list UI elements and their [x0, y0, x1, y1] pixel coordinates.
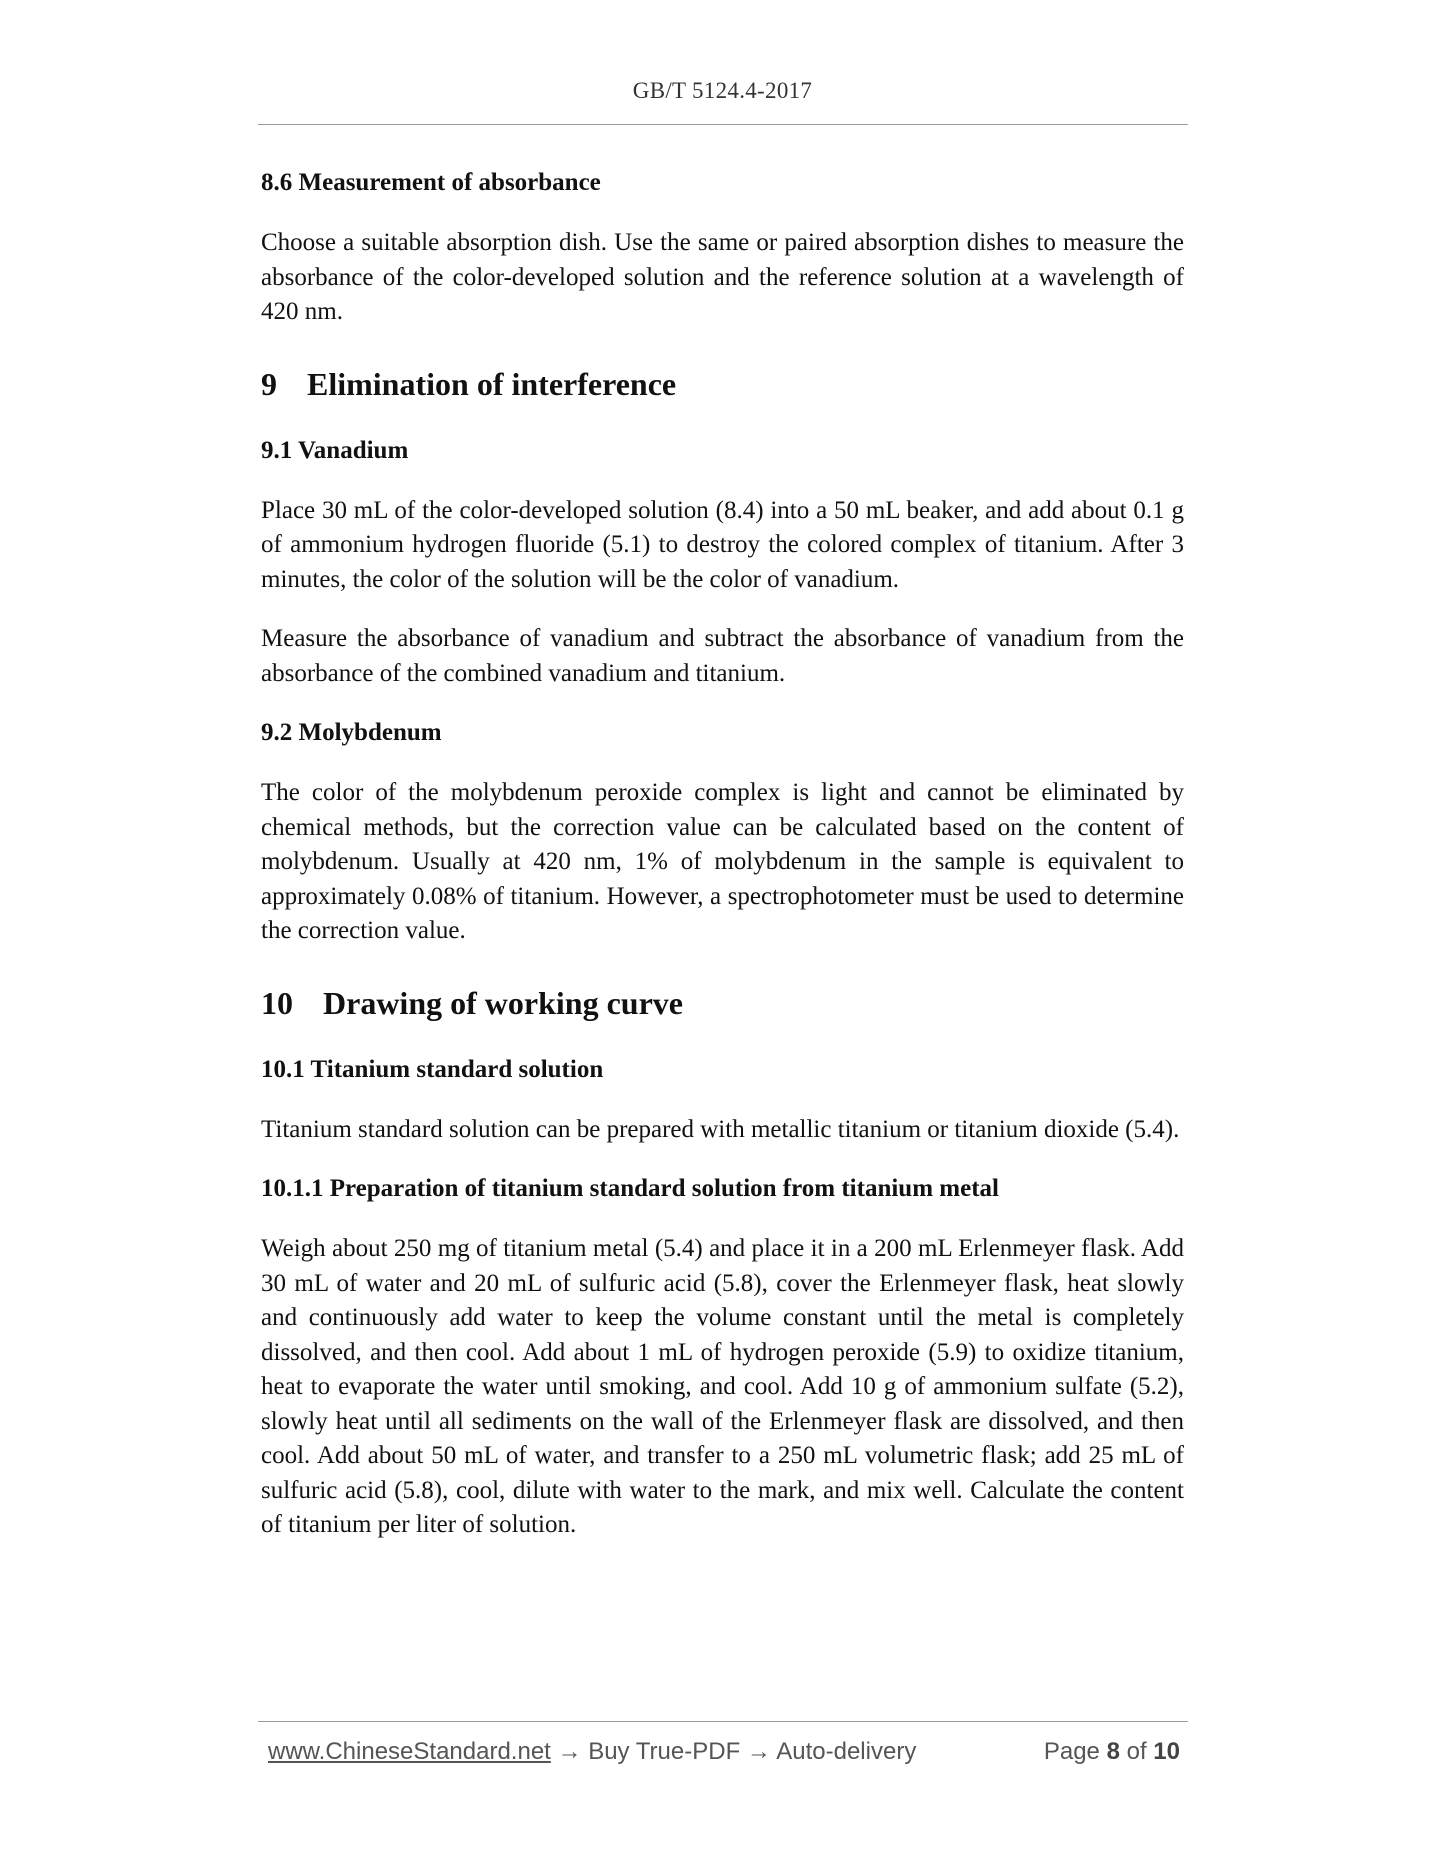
arrow-right-icon: →: [557, 1738, 582, 1765]
buy-true-pdf-text: Buy True-PDF: [588, 1738, 741, 1765]
header-doc-id: GB/T 5124.4-2017: [632, 78, 813, 103]
paragraph-9-1-a: Place 30 mL of the color-developed solution (8.4) into a 50 mL beaker, and add about 0.1 g of ammonium hydrogen fluoride (5.1) to destroy the colored complex of titanium. After 3 minutes, the color of the solution will be the color of vanadium.: [261, 496, 1184, 593]
heading-section-10: [261, 983, 1184, 1023]
section-9-number: 9: [261, 365, 277, 402]
paragraph-10-1: Titanium standard solution can be prepared with metallic titanium or titanium dioxide (5.4).: [261, 1115, 1180, 1143]
heading-10-1-1: 10.1.1 Preparation of titanium standard solution from titanium metal: [261, 1175, 999, 1202]
arrow-right-icon: →: [746, 1738, 771, 1765]
website-link[interactable]: www.ChineseStandard.net: [268, 1738, 551, 1765]
section-10-number: 10: [261, 984, 293, 1021]
document-body: [261, 166, 1184, 1568]
heading-9-2: 9.2 Molybdenum: [261, 719, 442, 746]
auto-delivery-text: Auto-delivery: [776, 1738, 917, 1765]
heading-section-9: [261, 364, 1184, 404]
section-10-title: Drawing of working curve: [323, 984, 683, 1021]
page-current: 8: [1106, 1738, 1120, 1765]
section-9-title: Elimination of interference: [307, 365, 677, 402]
heading-10-1: 10.1 Titanium standard solution: [261, 1055, 604, 1083]
paragraph-8-6: Choose a suitable absorption dish. Use the same or paired absorption dishes to measure the absorbance of the color-developed solution and the reference solution at a wavelength of 420 nm.: [261, 229, 1184, 325]
header-divider: [258, 124, 1188, 125]
paragraph-10-1-1: Weigh about 250 mg of titanium metal (5.4) and place it in a 200 mL Erlenmeyer flask. Add 30 mL of water and 20 mL of sulfuric acid (5.8), cover the Erlenmeyer flask, heat slowly and continuously add water to keep the volume constant until the metal is completely dissolved, and then cool. Add about 1 mL of hydrogen peroxide (5.9) to oxidize titanium, heat to evaporate the water until smoking, and cool. Add 10 g of ammonium sulfate (5.2), slowly heat until all sediments on the wall of the Erlenmeyer flask are dissolved, and then cool. Add about 50 mL of water, and transfer to a 250 mL volumetric flask; add 25 mL of sulfuric acid (5.8), cool, dilute with water to the mark, and mix well. Calculate the content of titanium per liter of solution.: [261, 1235, 1184, 1538]
paragraph-9-2: The color of the molybdenum peroxide complex is light and cannot be eliminated by chemical methods, but the correction value can be calculated based on the content of molybdenum. Usually at 420 nm, 1% of molybdenum in the sample is equivalent to approximately 0.08% of titanium. However, a spectrophotometer must be used to determine the correction value.: [261, 779, 1184, 944]
heading-8-6: 8.6 Measurement of absorbance: [261, 169, 601, 196]
heading-9-1: 9.1 Vanadium: [261, 436, 409, 464]
page-footer: [268, 1738, 1180, 1778]
page-number: [1044, 1738, 1180, 1766]
footer-divider: [258, 1721, 1188, 1722]
page-label: Page: [1043, 1738, 1100, 1765]
footer-promo: [268, 1738, 916, 1766]
paragraph-9-1-b: Measure the absorbance of vanadium and subtract the absorbance of vanadium from the absorbance of the combined vanadium and titanium.: [261, 625, 1184, 687]
page-total: 10: [1153, 1738, 1180, 1765]
of-label: of: [1126, 1738, 1147, 1765]
